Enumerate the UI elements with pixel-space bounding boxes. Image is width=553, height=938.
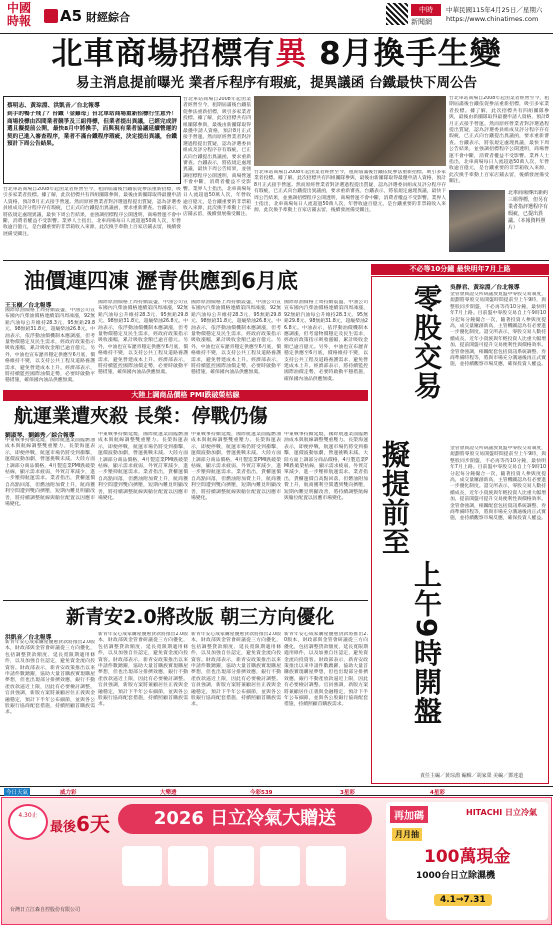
newqing-byline: 洪凱音／台北報導 <box>5 635 52 641</box>
shipping-headline: 航運業遭夾殺 長榮：停戰仍傷 <box>14 405 268 427</box>
lottery-item-4: 3星彩 <box>340 790 355 796</box>
section-number: A5 <box>60 7 83 25</box>
shipping-body-col4: 中東戰事持續延燒，國際航運業面臨燃油成本與航線調整雙重壓力。長榮海運表示，即便停戰，航運市場仍將受到衝擊，運價波動加劇，營運挑戰未減。大陸方面上調部分商品價格，4月製造業PMI跌破榮枯線，顯示需求疲弱，外貿訂單減少，進一步壓抑航運需求。業者指出，貨櫃運價自高點回落，但燃油附加費上升，航商獲利空間遭到雙向擠壓，短期內難見明顯改善，將持續調整航線與艙位配置以因應市場變化。 <box>284 432 368 502</box>
ad-product-image <box>306 846 346 886</box>
ad-days-left <box>50 808 110 837</box>
issue-date <box>446 6 542 24</box>
ad-product-image <box>122 846 162 886</box>
lead-headline-b: 8月換手生變 <box>307 36 502 72</box>
site-url[interactable]: https://www.chinatimes.com <box>446 15 539 23</box>
oil-body-col4: 國際原油價格上周持續震盪，中油公司宣布國內汽柴油價格連續第四周凍漲，92無鉛汽油每公升維持28.3元、95無鉛29.8元、98無鉛31.8元，超級柴油26.8元。中油表示，依浮動油價機制本應調漲，但考量物價穩定及民生需求，經政府政策指示吸收漲幅，累計吸收金額已逾百億元。另外，中油也宣布瀝青穩定供應至6月底，價格維持不變，以支持公共工程及道路養護需求，避免營建成本上升。經濟部表示，將持續監控國際油價走勢，必要時啟動平穩措施，確保國內油品供應無虞。 <box>284 300 368 382</box>
lead-side-photo <box>449 190 505 252</box>
lead-subhead: 易主消息提前曝光 業者斥程序有瑕疵，提異議函 台鐵最快下周公告 <box>76 75 477 91</box>
stock-headline-1: 零股交易 <box>410 284 443 400</box>
shipping-byline: 劉淑琴、劉錦秀／綜合報導 <box>5 433 75 439</box>
ad-product-prize: 1000台日立除濕機 <box>416 871 496 881</box>
divider <box>3 600 368 601</box>
oil-byline: 王玉樹／台北報導 <box>5 303 52 309</box>
ad-product-image <box>214 846 254 886</box>
section-header <box>44 7 130 25</box>
newqing-body-col1: 新青年安心成家購屋優惠貸款將推出2.0版本，財政部與金管會研議從三方向優化，包括調整貸款額度、延長寬限期適用條件，以及加強自住認定，避免資金流向投資客。財政部表示，新青安政策推出以來申請件數踴躍，協助大量首購族實現購屋夢想，但也出現部分排擠效應，銀行不動產放款逼近上限，因此有必要檢討調整。官員強調，新版方案將兼顧居住正義與金融穩定，預計下半年公布細節，並與各公股銀行協商配套措施，持續照顧首購族需求。 <box>5 640 95 716</box>
lead-photo-caption: 北車商場傳出新約三組得標，但另有業者指評選程序有瑕疵，已提出異議。（本報資料照片） <box>508 190 549 231</box>
shipping-body-col1: 中東戰事持續延燒，國際航運業面臨燃油成本與航線調整雙重壓力。長榮海運表示，即便停戰，航運市場仍將受到衝擊，運價波動加劇，營運挑戰未減。大陸方面上調部分商品價格，4月製造業PMI跌破榮枯線，顯示需求疲弱，外貿訂單減少，進一步壓抑航運需求。業者指出，貨櫃運價自高點回落，但燃油附加費上升，航商獲利空間遭到雙向擠壓，短期內難見明顯改善，將持續調整航線與艙位配置以因應市場變化。 <box>5 438 95 508</box>
oil-body-col3: 國際原油價格上周持續震盪，中油公司宣布國內汽柴油價格連續第四周凍漲，92無鉛汽油每公升維持28.3元、95無鉛29.8元、98無鉛31.8元，超級柴油26.8元。中油表示，依浮動油價機制本應調漲，但考量物價穩定及民生需求，經政府政策指示吸收漲幅，累計吸收金額已逾百億元。另外，中油也宣布瀝青穩定供應至6月底，價格維持不變，以支持公共工程及道路養護需求，避免營建成本上升。經濟部表示，將持續監控國際油價走勢，必要時啟動平穩措施，確保國內油品供應無虞。 <box>191 300 281 376</box>
ad-gift-label: 再加碼 <box>390 806 428 823</box>
media-logo: 中時 <box>411 4 441 16</box>
lead-headline <box>0 36 553 72</box>
ad-prize-panel <box>386 802 548 920</box>
hitachi-advertisement[interactable] <box>1 797 552 925</box>
ad-days-prefix: 最後 <box>50 820 77 835</box>
ad-product-image <box>168 846 208 886</box>
lead-byline: 蔡明志、黃琮淵、洪凱音／台北報導 <box>7 103 100 109</box>
lead-summary: 到手的鴨子飛了？台鐵「金雞母」台北車站商場重新招標行生意外！商場投標由四間業者競爭及三組得標，但業者提出異議，已經完成評選且擬提前公開，最快8月中將換手，而與現有業者協議延續營運的契約已進入審查程序，業者不滿台鐵程序瑕疵，決定提出異議，台鐵預計下周公告結果。 <box>7 111 177 147</box>
stock-body-col1: 金管會與證交所研議放寬盤中零股交易制度，規劃將零股交易開盤時間提前至上午9時，與整股同步開盤，不必再等待10分鐘，最快明年7月上路。目前盤中零股交易自上午9時10分起每分鐘撮合一次，隨著投資人參與度提高，成交量屢創新高，主管機關認為有必要進一步優化制度。證交所表示，零股交易人數持續成長，近年小資族與年輕投資人比重大幅增加，提前開盤可提升交易便利性與價格效率。金管會強調，相關配套包括資訊系統調整、券商準備時程等，將與市場充分溝通後再正式實施，並持續觀察市場反應，確保投資人權益。 <box>450 292 546 368</box>
newqing-body-col4: 新青年安心成家購屋優惠貸款將推出2.0版本，財政部與金管會研議從三方向優化，包括調整貸款額度、延長寬限期適用條件，以及加強自住認定，避免資金流向投資客。財政部表示，新青安政策推出以來申請件數踴躍，協助大量首購族實現購屋夢想，但也出現部分排擠效應，銀行不動產放款逼近上限，因此有必要檢討調整。官員強調，新版方案將兼顧居住正義與金融穩定，預計下半年公布細節，並與各公股銀行協商配套措施，持續照顧首購族需求。 <box>284 632 368 708</box>
oil-headline: 油價連四凍 瀝青供應到6月底 <box>24 269 298 293</box>
ad-countdown-badge <box>8 804 48 840</box>
lead-body-col3: 台北車站商場自2008年起由業者經營至今，租期屆滿後台鐵依促參法重新招標，吸引多家業者投標。據了解，此次招標共有四組團隊參與，最後由新團隊取得最優申請人資格，預計8月正式接手營運。然而原經營業者對評選過程提出質疑，認為評選委員組成及評分程序存有瑕疵，已正式向台鐵提出異議函，要求重新審查。台鐵表示，將依規定處理異議，最快下周公告結果，並強調招標程序公開透明，商場營運不會中斷，消費者權益不受影響。業界人士指出，北車商場每日人流超過50萬人次，年營收逾百億元，是台鐵重要的非票箱收入來源，此次換手牽動上百家店鋪去留，後續發展備受關注。 <box>449 96 549 185</box>
media-logo-sub: 新聞網 <box>411 18 432 26</box>
ad-campaign-title: 2026 日立冷氣大贈送 <box>118 804 372 834</box>
ad-brand: HITACHI 日立冷氣 <box>466 808 538 817</box>
newqing-headline: 新青安2.0將改版 朝三方向優化 <box>66 606 335 628</box>
ad-cash-prize: 100萬現金 <box>424 847 511 867</box>
ad-date-tag: 4.30止 <box>18 812 38 819</box>
ad-month-label: 月月抽 <box>392 828 422 841</box>
shipping-body-col3: 中東戰事持續延燒，國際航運業面臨燃油成本與航線調整雙重壓力。長榮海運表示，即便停戰，航運市場仍將受到衝擊，運價波動加劇，營運挑戰未減。大陸方面上調部分商品價格，4月製造業PMI跌破榮枯線，顯示需求疲弱，外貿訂單減少，進一步壓抑航運需求。業者指出，貨櫃運價自高點回落，但燃油附加費上升，航商獲利空間遭到雙向擠壓，短期內難見明顯改善，將持續調整航線與艙位配置以因應市場變化。 <box>191 432 281 502</box>
newspaper-logo: 中國時報 <box>6 1 31 28</box>
oil-body-col1: 國際原油價格上周持續震盪，中油公司宣布國內汽柴油價格連續第四周凍漲，92無鉛汽油每公升維持28.3元、95無鉛29.8元、98無鉛31.8元，超級柴油26.8元。中油表示，依浮動油價機制本應調漲，但考量物價穩定及民生需求，經政府政策指示吸收漲幅，累計吸收金額已逾百億元。另外，中油也宣布瀝青穩定供應至6月底，價格維持不變，以支持公共工程及道路養護需求，避免營建成本上升。經濟部表示，將持續監控國際油價走勢，必要時啟動平穩措施，確保國內油品供應無虞。 <box>5 308 95 384</box>
stock-byline: 吳靜君、黃琮淵／台北報導 <box>450 285 520 291</box>
newqing-body-col3: 新青年安心成家購屋優惠貸款將推出2.0版本，財政部與金管會研議從三方向優化，包括調整貸款額度、延長寬限期適用條件，以及加強自住認定，避免資金流向投資客。財政部表示，新青安政策推出以來申請件數踴躍，協助大量首購族實現購屋夢想，但也出現部分排擠效應，銀行不動產放款逼近上限，因此有必要檢討調整。官員強調，新版方案將兼顧居住正義與金融穩定，預計下半年公布細節，並與各公股銀行協商配套措施，持續照顧首購族需求。 <box>191 632 281 708</box>
lead-headline-red: 異 <box>275 36 308 72</box>
section-name: 財經綜合 <box>86 11 131 24</box>
shipping-body-col2: 中東戰事持續延燒，國際航運業面臨燃油成本與航線調整雙重壓力。長榮海運表示，即便停戰，航運市場仍將受到衝擊，運價波動加劇，營運挑戰未減。大陸方面上調部分商品價格，4月製造業PMI跌破榮枯線，顯示需求疲弱，外貿訂單減少，進一步壓抑航運需求。業者指出，貨櫃運價自高點回落，但燃油附加費上升，航商獲利空間遭到雙向擠壓，短期內難見明顯改善，將持續調整航線與艙位配置以因應市場變化。 <box>98 432 188 502</box>
lottery-item-2: 大樂透 <box>160 790 177 796</box>
stock-box-head: 不必等10分鐘 最快明年7月上路 <box>371 264 549 275</box>
lottery-item-5: 4星彩 <box>430 790 445 796</box>
stock-headline-2: 擬提前至 <box>378 440 411 556</box>
stock-headline-3: 上午9時開盤 <box>410 560 443 726</box>
ad-footer: 台灣日立江森自控股份有限公司 <box>10 907 81 913</box>
oil-body-col2: 國際原油價格上周持續震盪，中油公司宣布國內汽柴油價格連續第四周凍漲，92無鉛汽油每公升維持28.3元、95無鉛29.8元、98無鉛31.8元，超級柴油26.8元。中油表示，依浮動油價機制本應調漲，但考量物價穩定及民生需求，經政府政策指示吸收漲幅，累計吸收金額已逾百億元。另外，中油也宣布瀝青穩定供應至6月底，價格維持不變，以支持公共工程及道路養護需求，避免營建成本上升。經濟部表示，將持續監控國際油價走勢，必要時啟動平穩措施，確保國內油品供應無虞。 <box>98 300 188 376</box>
divider <box>3 260 549 261</box>
issue-date-text: 中華民國115年4月25日／星期六 <box>446 6 543 14</box>
shipping-box-head: 大陸上調商品價格 PMI跌破榮枯線 <box>3 390 368 401</box>
lead-body-col0: 台北車站商場自2008年起由業者經營至今，租期屆滿後台鐵依促參法重新招標，吸引多家業者投標。據了解，此次招標共有四組團隊參與，最後由新團隊取得最優申請人資格，預計8月正式接手營運。然而原經營業者對評選過程提出質疑，認為評選委員組成及評分程序存有瑕疵，已正式向台鐵提出異議函，要求重新審查。台鐵表示，將依規定處理異議，最快下周公告結果，並強調招標程序公開透明，商場營運不會中斷，消費者權益不受影響。業界人士指出，北車商場每日人流超過50萬人次，年營收逾百億元，是台鐵重要的非票箱收入來源，此次換手牽動上百家店鋪去留，後續發展備受關注。 <box>3 187 181 237</box>
section-icon <box>44 9 58 23</box>
page-credit: 責任主編／黃琮淵 編輯／胡家榮 美編／鄧達道 <box>420 773 524 779</box>
stock-body-col2: 金管會與證交所研議放寬盤中零股交易制度，規劃將零股交易開盤時間提前至上午9時，與整股同步開盤，不必再等待10分鐘，最快明年7月上路。目前盤中零股交易自上午9時10分起每分鐘撮合一次，隨著投資人參與度提高，成交量屢創新高，主管機關認為有必要進一步優化制度。證交所表示，零股交易人數持續成長，近年小資族與年輕投資人比重大幅增加，提前開盤可提升交易便利性與價格效率。金管會強調，相關配套包括資訊系統調整、券商準備時程等，將與市場充分溝通後再正式實施，並持續觀察市場反應，確保投資人權益。 <box>450 446 546 522</box>
lead-body-col2: 台北車站商場自2008年起由業者經營至今，租期屆滿後台鐵依促參法重新招標，吸引多家業者投標。據了解，此次招標共有四組團隊參與，最後由新團隊取得最優申請人資格，預計8月正式接手營運。然而原經營業者對評選過程提出質疑，認為評選委員組成及評分程序存有瑕疵，已正式向台鐵提出異議函，要求重新審查。台鐵表示，將依規定處理異議，最快下周公告結果，並強調招標程序公開透明，商場營運不會中斷，消費者權益不受影響。業界人士指出，北車商場每日人流超過50萬人次，年營收逾百億元，是台鐵重要的非票箱收入來源，此次換手牽動上百家店鋪去留，後續發展備受關注。 <box>254 170 446 214</box>
ad-product-row <box>122 842 372 894</box>
newqing-body-col2: 新青年安心成家購屋優惠貸款將推出2.0版本，財政部與金管會研議從三方向優化，包括調整貸款額度、延長寬限期適用條件，以及加強自住認定，避免資金流向投資客。財政部表示，新青安政策推出以來申請件數踴躍，協助大量首購族實現購屋夢想，但也出現部分排擠效應，銀行不動產放款逼近上限，因此有必要檢討調整。官員強調，新版方案將兼顧居住正義與金融穩定，預計下半年公布細節，並與各公股銀行協商配套措施，持續照顧首購族需求。 <box>98 632 188 708</box>
lead-photo <box>254 96 446 166</box>
lead-summary-box <box>3 96 181 184</box>
lottery-strip <box>0 786 553 796</box>
lead-body-col1: 台北車站商場自2008年起由業者經營至今，租期屆滿後台鐵依促參法重新招標，吸引多家業者投標。據了解，此次招標共有四組團隊參與，最後由新團隊取得最優申請人資格，預計8月正式接手營運。然而原經營業者對評選過程提出質疑，認為評選委員組成及評分程序存有瑕疵，已正式向台鐵提出異議函，要求重新審查。台鐵表示，將依規定處理異議，最快下周公告結果，並強調招標程序公開透明，商場營運不會中斷，消費者權益不受影響。業界人士指出，北車商場每日人流超過50萬人次，年營收逾百億元，是台鐵重要的非票箱收入來源，此次換手牽動上百家店鋪去留，後續發展備受關注。 <box>183 97 251 218</box>
lead-headline-a: 北車商場招標有 <box>51 36 276 72</box>
weather-label: 今日天氣 <box>6 790 29 796</box>
masthead <box>0 0 553 34</box>
ad-days-value: 6天 <box>76 812 110 836</box>
ad-product-image <box>260 846 300 886</box>
ad-period: 4.1→7.31 <box>434 894 492 906</box>
lottery-item-1: 威力彩 <box>60 790 77 796</box>
qr-code-icon[interactable] <box>386 3 408 25</box>
lottery-item-3: 今彩539 <box>250 790 273 796</box>
